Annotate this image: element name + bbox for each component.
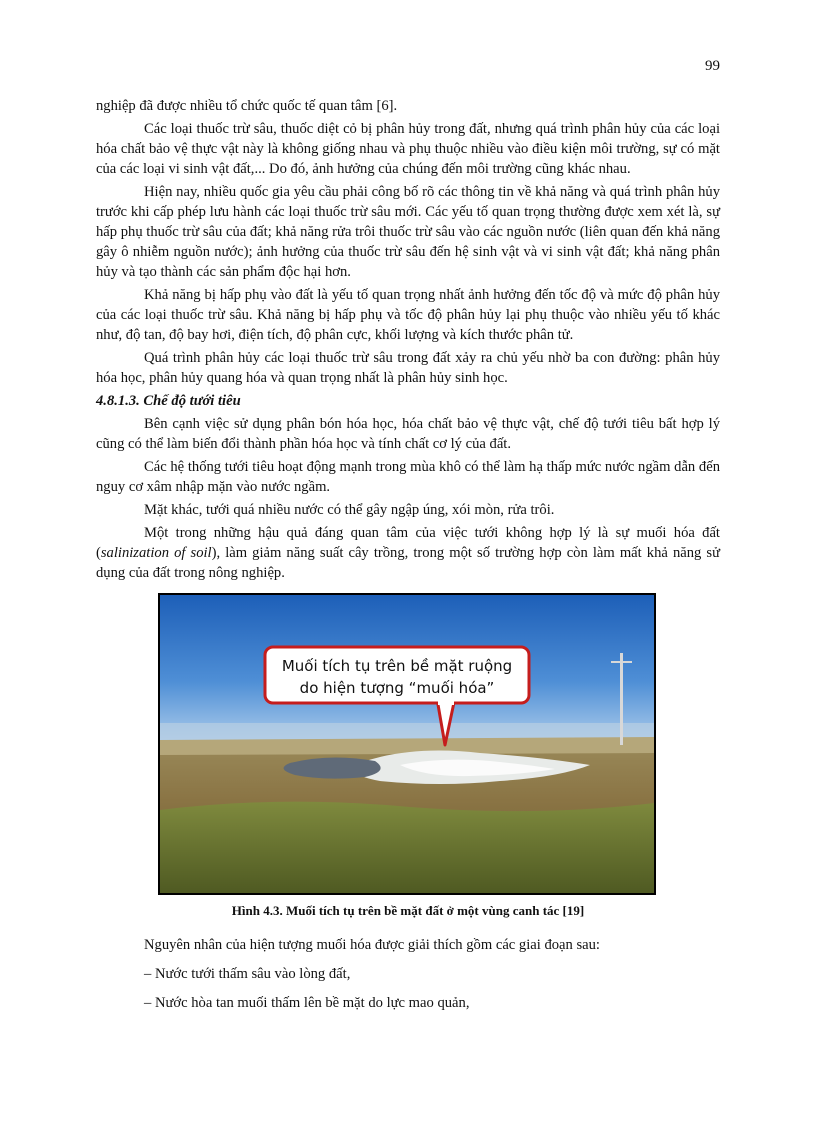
list-section xyxy=(96,935,720,1013)
paragraph-text: ), làm giảm năng suất cây trồng, trong một số trường hợp còn làm mất khả năng sử dụng của đất trong nông nghiệp. xyxy=(96,545,720,581)
callout-text: do hiện tượng “muối hóa” xyxy=(299,679,495,697)
paragraph: Hiện nay, nhiều quốc gia yêu cầu phải công bố rõ các thông tin về khả năng và quá trình phân hủy trước khi cấp phép lưu hành các loại thuốc trừ sâu mới. Các yếu tố quan trọng thường được xem xét là, sự hấp phụ thuốc trừ sâu của đất; khả năng rửa trôi thuốc trừ sâu vào các nguồn nước (liên quan đến khả năng gây ô nhiễm nguồn nước); ảnh hưởng của thuốc trừ sâu đến hệ sinh vật và vi sinh vật đất; khả năng phân hủy và tạo thành các sản phẩm độc hại hơn. xyxy=(96,184,720,280)
paragraph: Nguyên nhân của hiện tượng muối hóa được giải thích gồm các giai đoạn sau: xyxy=(144,937,600,953)
paragraph xyxy=(96,523,720,583)
list-item: – Nước hòa tan muối thấm lên bề mặt do lực mao quản, xyxy=(144,995,470,1011)
paragraph-text: Một trong những hậu quả đáng quan tâm của việc tưới không hợp lý là sự muối hóa đất ( xyxy=(96,525,720,561)
callout-text: Muối tích tụ trên bề mặt ruộng xyxy=(281,657,513,675)
paragraph: Khả năng bị hấp phụ vào đất là yếu tố quan trọng nhất ảnh hưởng đến tốc độ và mức độ phân hủy của các loại thuốc trừ sâu. Khả năng bị hấp phụ và tốc độ phân hủy lại phụ thuộc vào nhiều yếu tố khác như, độ tan, độ bay hơi, điện tích, độ phân cực, khối lượng và kích thước phân tử. xyxy=(96,287,720,343)
figure-caption: Hình 4.3. Muối tích tụ trên bề mặt đất ở một vùng canh tác [19] xyxy=(231,903,585,918)
paragraph: Bên cạnh việc sử dụng phân bón hóa học, hóa chất bảo vệ thực vật, chế độ tưới tiêu bất hợp lý cũng có thể làm biến đổi thành phần hóa học và tính chất cơ lý của đất. xyxy=(96,416,720,452)
paragraph: Mặt khác, tưới quá nhiều nước có thể gây ngập úng, xói mòn, rửa trôi. xyxy=(144,502,555,518)
section-heading: 4.8.1.3. Chế độ tưới tiêu xyxy=(96,393,241,409)
power-pole xyxy=(620,653,623,745)
grass-foreground xyxy=(160,802,654,893)
page-number: 99 xyxy=(705,58,720,74)
paragraph: Quá trình phân hủy các loại thuốc trừ sâu trong đất xảy ra chủ yếu nhờ ba con đường: phân hủy hóa học, phân hủy quang hóa và quan trọng nhất là phân hủy sinh học. xyxy=(96,350,720,386)
field-photo xyxy=(160,595,654,893)
list-item: – Nước tưới thấm sâu vào lòng đất, xyxy=(144,966,351,982)
page-content xyxy=(96,96,720,1022)
paragraph: Các hệ thống tưới tiêu hoạt động mạnh trong mùa khô có thể làm hạ thấp mức nước ngầm dẫn đến nguy cơ xâm nhập mặn vào nước ngầm. xyxy=(96,459,720,495)
power-pole-crossbar xyxy=(611,661,632,663)
paragraph: Các loại thuốc trừ sâu, thuốc diệt cỏ bị phân hủy trong đất, nhưng quá trình phân hủy của các loại hóa chất bảo vệ thực vật này là không giống nhau và phụ thuộc nhiều vào điều kiện môi trường, sự có mặt của các loại vi sinh vật đất,... Do đó, ảnh hưởng của chúng đến môi trường cũng khác nhau. xyxy=(96,121,720,177)
italic-term: salinization of soil xyxy=(100,545,212,561)
paragraph: nghiệp đã được nhiều tổ chức quốc tế quan tâm [6]. xyxy=(96,98,398,114)
figure-photo xyxy=(158,593,656,895)
